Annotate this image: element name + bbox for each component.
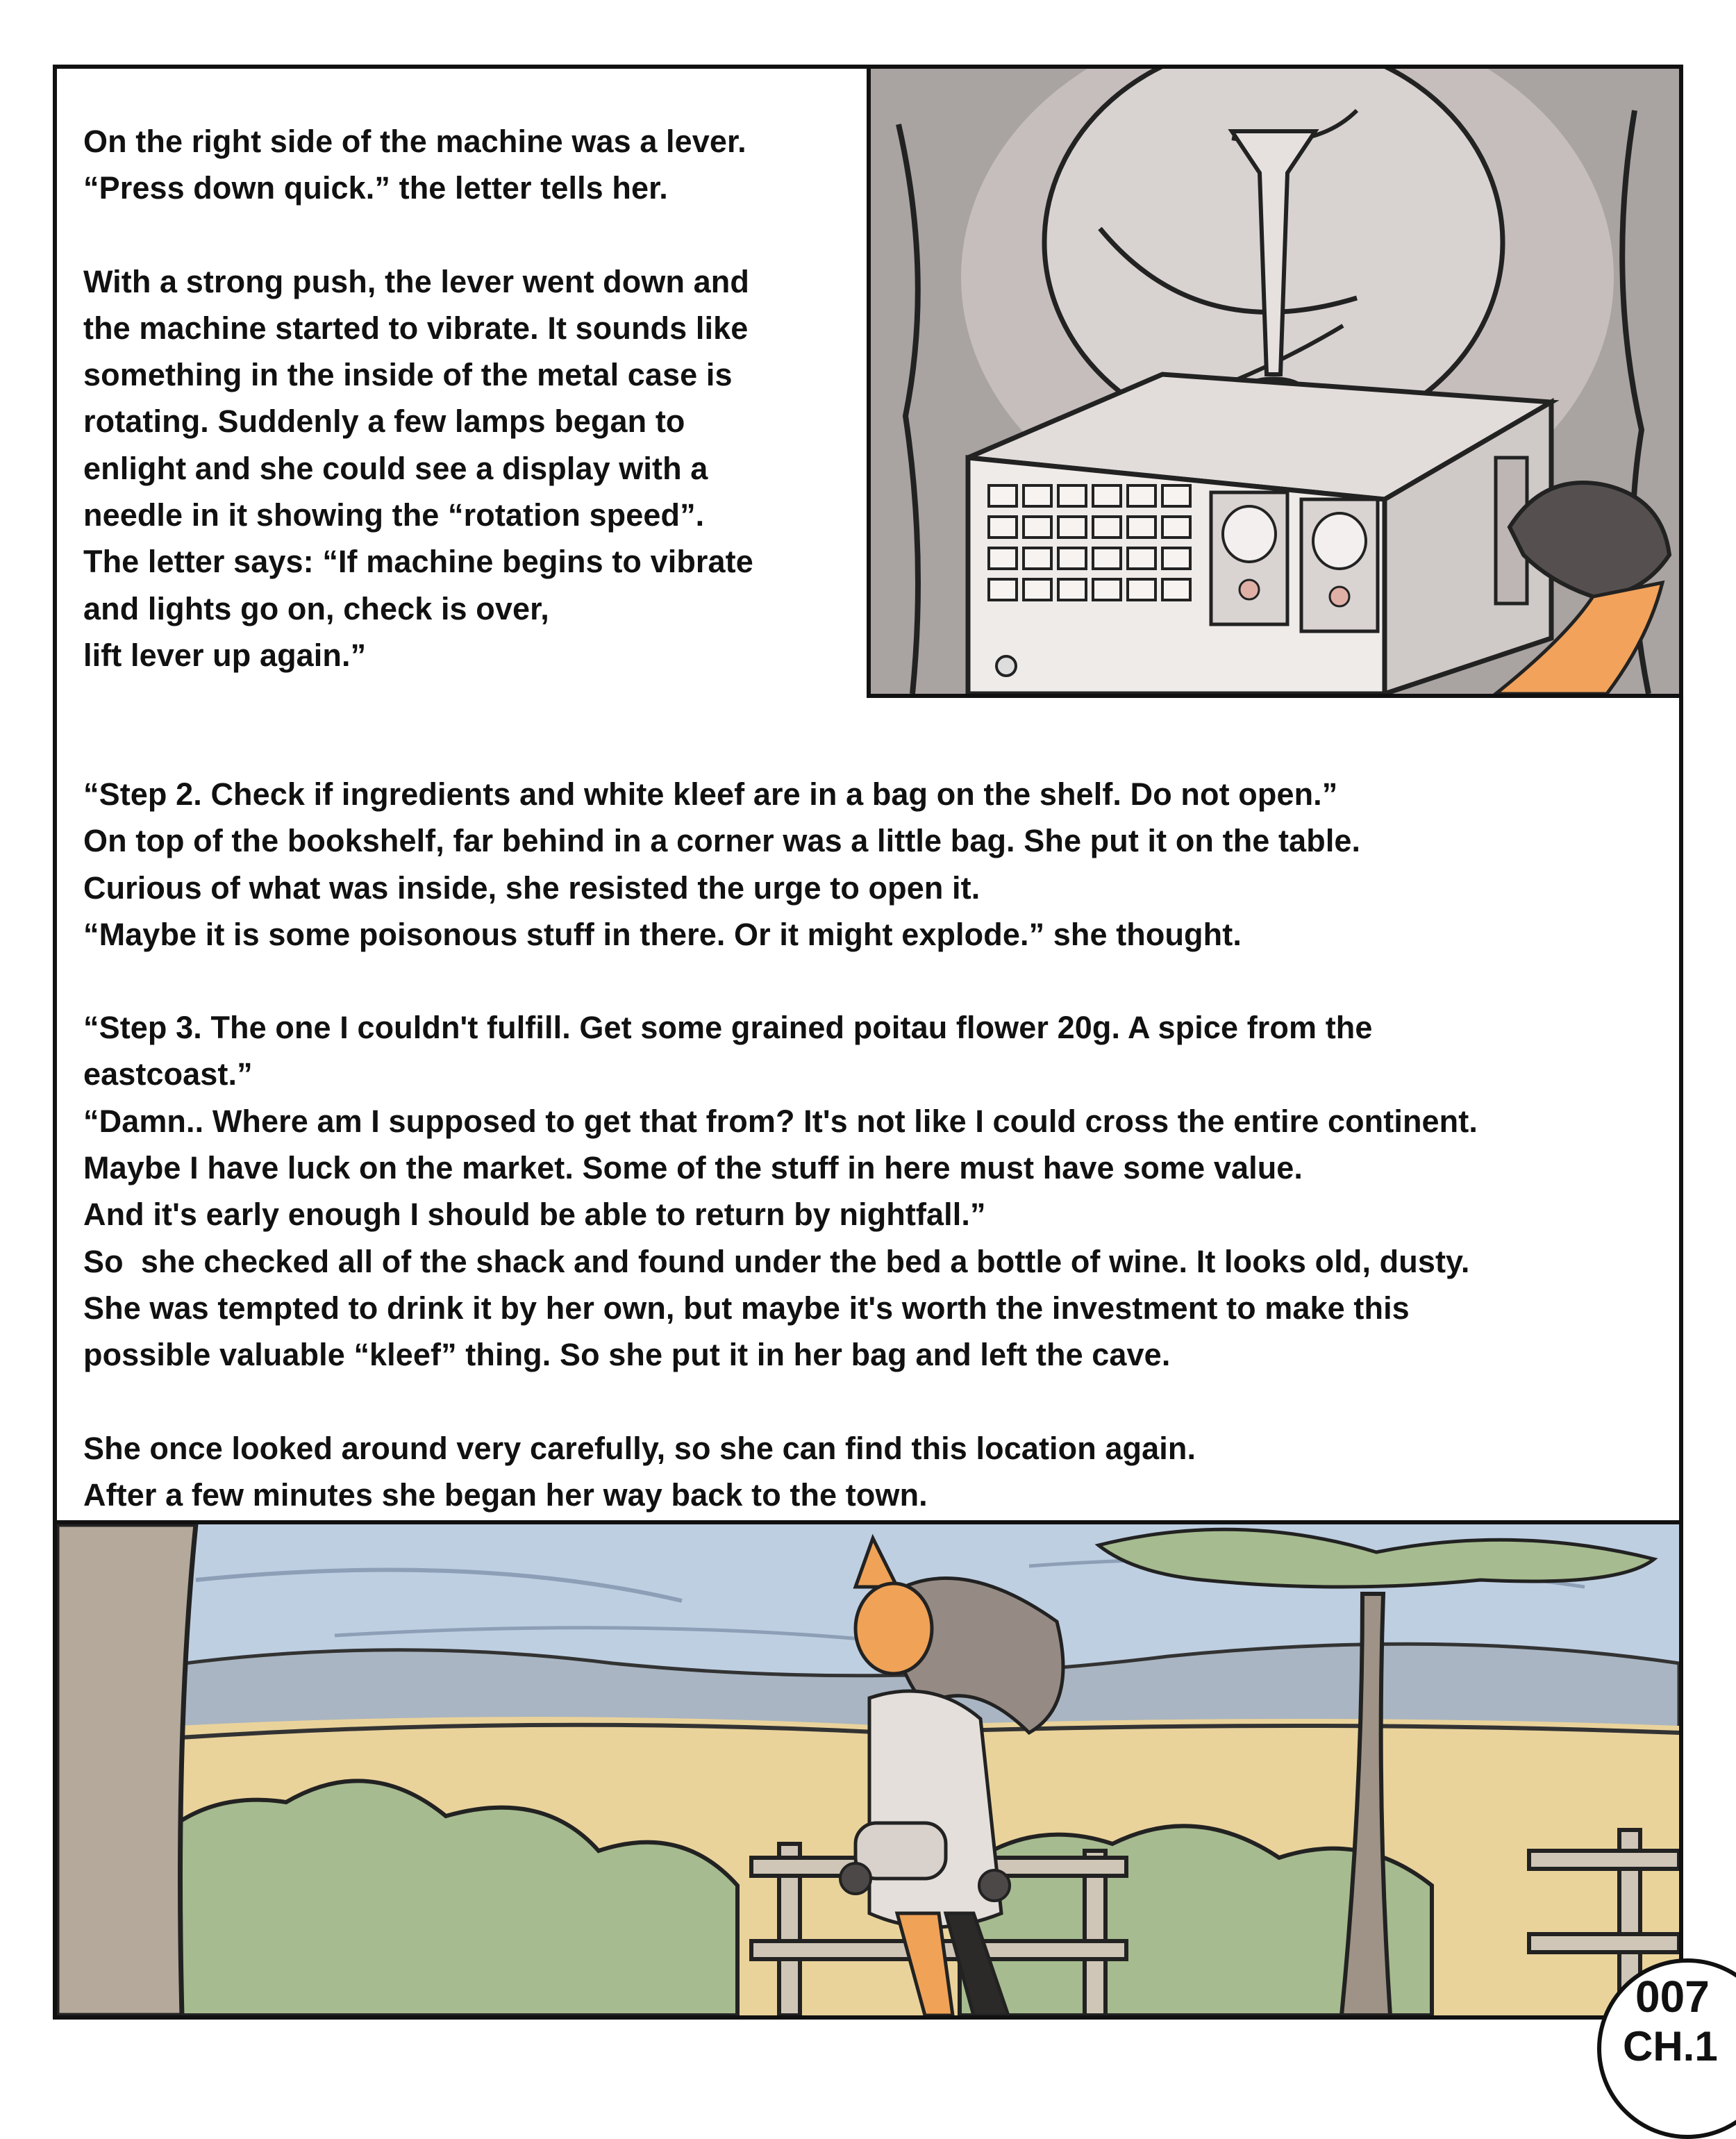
narration-line: With a strong push, the lever went down and — [83, 263, 749, 299]
narration-line: She was tempted to drink it by her own, but maybe it's worth the investment to make this — [83, 1290, 1410, 1326]
narration-line: rotating. Suddenly a few lamps began to — [83, 403, 685, 440]
narration-line: “Maybe it is some poisonous stuff in there. Or it might explode.” she thought. — [83, 916, 1242, 952]
narration-main — [83, 771, 1478, 1518]
narration-line: On top of the bookshelf, far behind in a corner was a little bag. She put it on the table. — [83, 823, 1361, 859]
narration-line: On the right side of the machine was a lever. — [83, 124, 746, 159]
narration-line: Curious of what was inside, she resisted the urge to open it. — [83, 869, 980, 906]
paragraph-gap — [83, 1379, 1478, 1425]
narration-line: And it's early enough I should be able to return by nightfall.” — [83, 1197, 986, 1233]
paragraph-gap — [83, 958, 1478, 1004]
page-number: 007 — [1635, 1972, 1710, 2022]
narration-line: “Step 2. Check if ingredients and white kleef are in a bag on the shelf. Do not open.” — [83, 776, 1338, 812]
narration-line: “Step 3. The one I couldn't fulfill. Get some grained poitau flower 20g. A spice from the — [83, 1010, 1373, 1046]
narration-line: needle in it showing the “rotation speed”. — [83, 497, 705, 533]
landscape-panel — [53, 1520, 1683, 2020]
narration-line: So she checked all of the shack and found under the bed a bottle of wine. It looks old, dusty. — [83, 1243, 1470, 1279]
machine-panel — [867, 65, 1683, 698]
narration-line: the machine started to vibrate. It sounds like — [83, 310, 749, 346]
narration-line: lift lever up again.” — [83, 637, 367, 673]
narration-line: enlight and she could see a display with a — [83, 450, 708, 486]
narration-line: something in the inside of the metal case is — [83, 357, 733, 393]
narration-line: Maybe I have luck on the market. Some of the stuff in here must have some value. — [83, 1150, 1303, 1186]
narration-line: eastcoast.” — [83, 1056, 253, 1092]
landscape-illustration — [57, 1524, 1679, 2015]
narration-line: The letter says: “If machine begins to vibrate — [83, 544, 753, 580]
narration-line: “Damn.. Where am I supposed to get that from? It's not like I could cross the entire continent. — [83, 1103, 1478, 1139]
paragraph-gap — [83, 212, 753, 258]
narration-line: After a few minutes she began her way back to the town. — [83, 1476, 928, 1513]
narration-line: and lights go on, check is over, — [83, 590, 549, 626]
narration-line: “Press down quick.” the letter tells her. — [83, 170, 668, 206]
narration-line: She once looked around very carefully, so she can find this location again. — [83, 1430, 1196, 1466]
machine-illustration — [871, 69, 1679, 694]
narration-line: possible valuable “kleef” thing. So she put it in her bag and left the cave. — [83, 1337, 1171, 1373]
chapter-label: CH.1 — [1623, 2023, 1718, 2070]
narration-top — [83, 118, 753, 679]
